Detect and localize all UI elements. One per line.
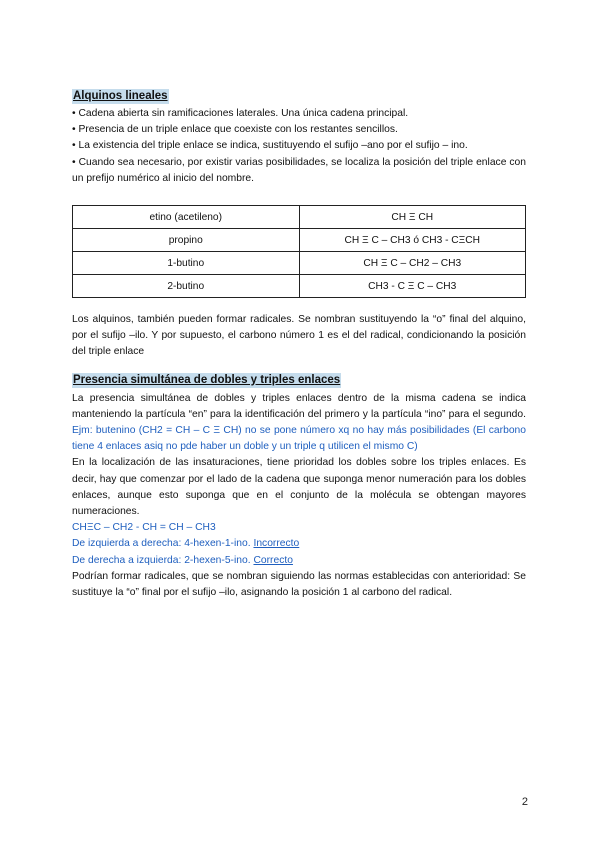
table-row [73,229,526,252]
incorrecto-link[interactable]: Incorrecto [253,538,300,550]
bullet-list [72,106,526,187]
bullet-item: • Cadena abierta sin ramificaciones laterales. Una única cadena principal. [72,108,409,119]
table-cell-formula: CH Ξ CH [299,206,526,229]
table-cell-formula: CH Ξ C – CH3 ó CH3 - CΞCH [299,229,526,252]
radicals-paragraph: Podrían formar radicales, que se nombran siguiendo las normas establecidas con anterioridad: Se sustituye la “o” final por el sufijo –ilo, asignando la posición 1 al carbono del radical. [72,570,526,599]
alquinos-table [72,205,526,298]
table-cell-formula: CH Ξ C – CH2 – CH3 [299,252,526,275]
table-row [73,252,526,275]
section-title-alquinos-lineales: Alquinos lineales [73,90,168,102]
table-cell-formula: CH3 - C Ξ C – CH3 [299,275,526,298]
left-to-right-line [72,536,526,552]
bullet-item: • La existencia del triple enlace se indica, sustituyendo el sufijo –ano por el sufijo – ino. [72,140,468,152]
document-page [72,86,526,601]
right-to-left-line [72,553,526,569]
table-cell-name: 1-butino [73,252,300,275]
table-cell-name: etino (acetileno) [73,206,300,229]
page-number: 2 [521,796,528,808]
section-title-presencia-simultanea: Presencia simultánea de dobles y triples enlaces [73,373,341,386]
left-to-right-text: De izquierda a derecha: 4-hexen-1-ino. [72,538,251,550]
table-row [73,206,526,229]
priority-paragraph: En la localización de las insaturaciones, tiene prioridad los dobles sobre los triples enlaces. Es decir, hay que comenzar por el lado de la cadena que suponga menor numeración para los dobles enlaces, aunque esto suponga que en el conjunto de la molécula se obtengan mayores numeraciones. [72,457,526,518]
bullet-item: • Cuando sea necesario, por existir varias posibilidades, se localiza la posición del triple enlace con un prefijo numérico al inicio del nombre. [72,156,526,184]
table-row [73,275,526,298]
correcto-link[interactable]: Correcto [253,554,293,566]
bullet-item: • Presencia de un triple enlace que coexiste con los restantes sencillos. [72,124,398,136]
presencia-note: Ejm: butenino (CH2 = CH – C Ξ CH) no se pone número xq no hay más posibilidades (El carbono tiene 4 enlaces asiq no pde haber un doble y un triple q utilicen el mismo C) [72,425,526,453]
right-to-left-text: De derecha a izquierda: 2-hexen-5-ino. [72,554,251,566]
radicales-paragraph: Los alquinos, también pueden formar radicales. Se nombran sustituyendo la “o” final del alquino, por el sufijo –ilo. Y por supuesto, el carbono número 1 es el del radical, condicionando la posición del triple enlace [72,314,526,358]
table-cell-name: 2-butino [73,275,300,298]
presencia-intro: La presencia simultánea de dobles y triples enlaces dentro de la misma cadena se indica manteniendo la partícula “en” para la identificación del primero y la partícula “ino” para el segundo. [72,392,526,420]
table-cell-name: propino [73,229,300,252]
presencia-paragraph [72,391,526,456]
example-formula: CHΞC – CH2 - CH = CH – CH3 [72,522,216,534]
